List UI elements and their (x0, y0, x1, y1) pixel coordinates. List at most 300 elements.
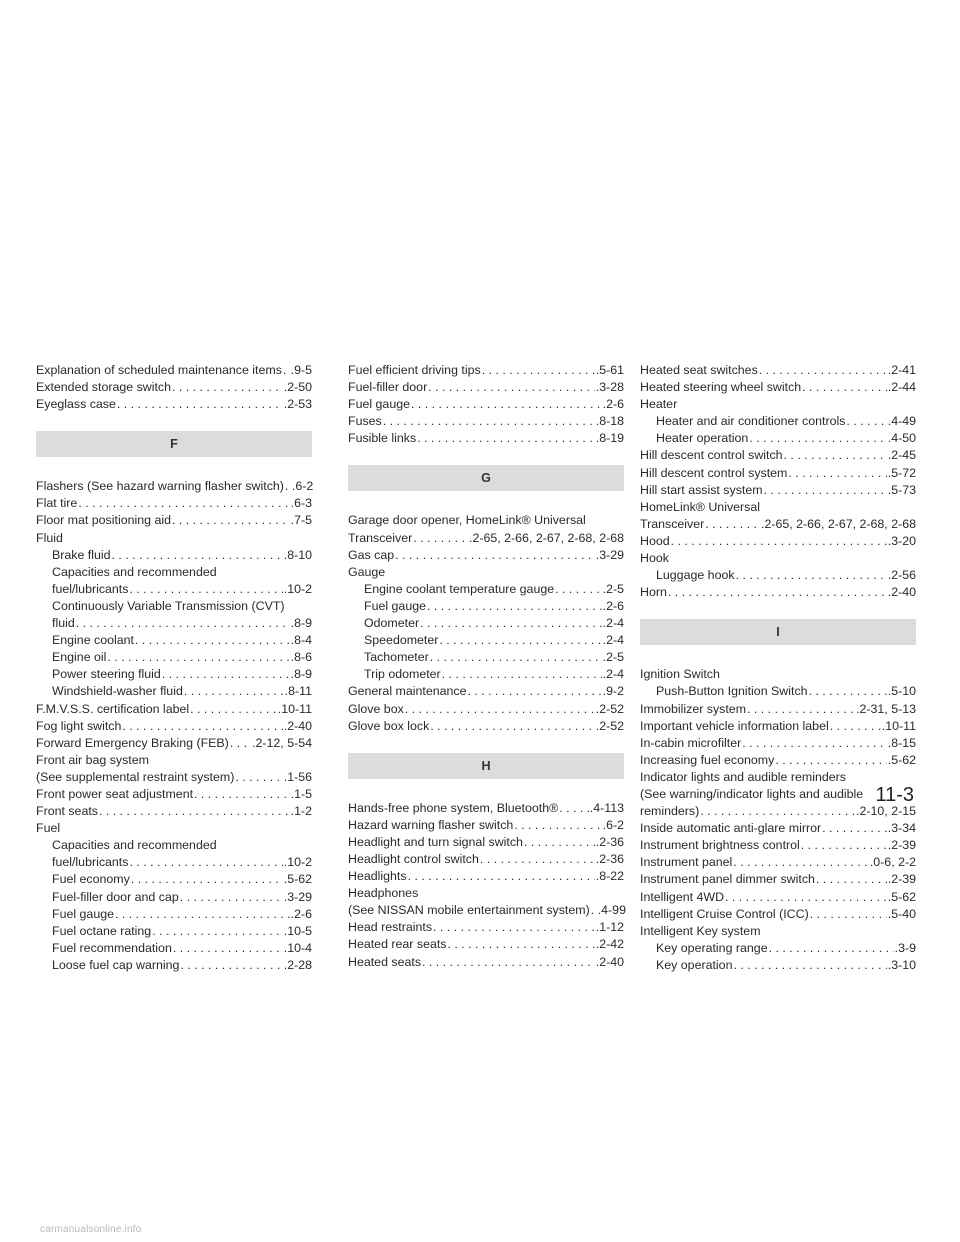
entry-text: Intelligent 4WD (640, 889, 725, 904)
index-entry (640, 837, 916, 854)
index-subentry (36, 871, 312, 888)
index-entry (640, 923, 916, 940)
page-reference: .2-65, 2-66, 2-67, 2-68, 2-68 (469, 530, 624, 545)
leader-dots (736, 567, 887, 584)
entry-text: Headlight and turn signal switch (348, 834, 523, 849)
index-subentry (640, 957, 916, 974)
leader-dots (514, 817, 601, 834)
entry-text: Speedometer (364, 633, 439, 648)
page-reference: .8-4 (290, 633, 312, 648)
page-reference: .10-2 (283, 581, 312, 596)
index-subentry (640, 430, 916, 447)
entry-text: Garage door opener, HomeLink® Universal (348, 513, 586, 528)
leader-dots (131, 871, 283, 888)
page-reference: .5-62 (887, 752, 916, 767)
entry-text: In-cabin microfilter (640, 735, 742, 750)
entry-text: Hands-free phone system, Bluetooth® (348, 800, 559, 815)
index-entry (36, 820, 312, 837)
page-reference: .10-11 (881, 718, 916, 733)
page-reference: .8-18 (595, 414, 624, 429)
index-entry (640, 906, 916, 923)
page-reference: .6-3 (290, 496, 312, 511)
entry-text: Capacities and recommended (52, 564, 217, 579)
entry-text: Indicator lights and audible reminders (640, 769, 846, 784)
index-subentry (36, 666, 312, 683)
page-reference: .2-28 (283, 957, 312, 972)
page-reference: .2-53 (283, 397, 312, 412)
entry-text: Capacities and recommended (52, 838, 217, 853)
leader-dots (749, 430, 886, 447)
leader-dots (129, 581, 282, 598)
page-reference: .5-10 (887, 684, 916, 699)
entry-text: Heated steering wheel switch (640, 380, 802, 395)
entry-text: (See NISSAN mobile entertainment system) (348, 903, 590, 918)
entry-text: Fuel efficient driving tips (348, 363, 481, 377)
leader-dots (480, 851, 595, 868)
page-reference: .5-40 (887, 906, 916, 921)
page-reference: .2-44 (887, 380, 916, 395)
index-entry (348, 902, 624, 919)
entry-text: Flat tire (36, 496, 78, 511)
entry-text: Windshield-washer fluid (52, 684, 183, 699)
page-reference: .2-41 (887, 363, 916, 377)
entry-text: Fuel octane rating (52, 923, 152, 938)
index-entry (348, 683, 624, 700)
page-reference: .3-28 (595, 380, 624, 395)
page-reference: .2-10, 2-15 (856, 804, 916, 819)
entry-text: General maintenance (348, 684, 467, 699)
entry-text: Engine coolant (52, 633, 134, 648)
entry-text: Front seats (36, 804, 98, 819)
index-entry (36, 495, 312, 512)
page-reference: .1-12 (595, 920, 624, 935)
entry-text: Horn (640, 585, 667, 600)
page-reference: .1-56 (283, 769, 312, 784)
page-reference: .2-40 (283, 718, 312, 733)
index-subentry (348, 666, 624, 683)
leader-dots (733, 957, 886, 974)
entry-text: Fuses (348, 414, 382, 429)
page-reference: .2-45 (887, 448, 916, 463)
entry-text: Push-Button Ignition Switch (656, 684, 808, 699)
index-column-2 (348, 362, 624, 971)
entry-text: Fusible links (348, 431, 417, 446)
leader-dots (802, 379, 887, 396)
leader-dots (184, 683, 284, 700)
index-subentry (348, 615, 624, 632)
page-reference: .1-5 (290, 786, 312, 801)
index-entry (640, 701, 916, 718)
index-entry (640, 465, 916, 482)
leader-dots (135, 632, 290, 649)
leader-dots (705, 516, 760, 533)
entry-text: Head restraints (348, 920, 433, 935)
page-reference: .3-29 (595, 547, 624, 562)
index-subentry (36, 957, 312, 974)
page-reference: .9-2 (602, 684, 624, 699)
entry-text: Fuel (36, 821, 61, 836)
section-letter-f: F (36, 431, 312, 457)
entry-text: Ignition Switch (640, 667, 720, 682)
leader-dots (816, 871, 887, 888)
index-entry (36, 379, 312, 396)
leader-dots (235, 769, 282, 786)
index-entry (348, 800, 624, 817)
index-entry (640, 735, 916, 752)
leader-dots (420, 615, 602, 632)
entry-text: Instrument panel (640, 855, 733, 870)
page-reference: .4-99 (597, 903, 626, 918)
leader-dots (439, 632, 601, 649)
index-subentry (36, 940, 312, 957)
page-reference: .8-10 (283, 547, 312, 562)
page-reference: .8-22 (595, 869, 624, 884)
entry-text: fuel/lubricants (52, 581, 129, 596)
page-reference: .2-36 (595, 851, 624, 866)
page-reference: .2-50 (283, 380, 312, 395)
page-reference: .2-40 (595, 954, 624, 969)
index-subentry (640, 940, 916, 957)
leader-dots (809, 683, 887, 700)
entry-text: Heater and air conditioner controls (656, 414, 846, 429)
index-entry (36, 396, 312, 413)
page-reference: .8-9 (290, 667, 312, 682)
entry-text: (See supplemental restraint system) (36, 769, 235, 784)
entry-text: Engine oil (52, 650, 107, 665)
entry-text: Intelligent Key system (640, 923, 761, 938)
index-entry (640, 666, 916, 683)
leader-dots (427, 598, 602, 615)
leader-dots (395, 547, 595, 564)
page-reference: .6-2 (602, 817, 624, 832)
leader-dots (430, 649, 602, 666)
leader-dots (173, 940, 283, 957)
entry-text: Key operation (656, 957, 733, 972)
index-subentry (36, 649, 312, 666)
index-entry (640, 550, 916, 567)
entry-text: Brake fluid (52, 547, 111, 562)
entry-text: Gauge (348, 564, 386, 579)
page-reference: .2-4 (602, 667, 624, 682)
leader-dots (591, 902, 597, 919)
leader-dots (559, 800, 589, 817)
page-reference: .3-34 (887, 821, 916, 836)
entry-text: Continuously Variable Transmission (CVT) (52, 598, 285, 613)
section-letter-g: G (348, 465, 624, 491)
entry-text: Instrument brightness control (640, 838, 800, 853)
entry-text: Eyeglass case (36, 397, 116, 412)
leader-dots (408, 868, 595, 885)
index-entry (36, 803, 312, 820)
entry-text: Transceiver (640, 516, 705, 531)
index-entry (640, 396, 916, 413)
page-reference: .2-5 (602, 581, 624, 596)
leader-dots (428, 379, 595, 396)
leader-dots (733, 854, 869, 871)
entry-text: Fuel gauge (348, 397, 411, 412)
leader-dots (162, 666, 290, 683)
index-subentry (36, 683, 312, 700)
index-entry (640, 889, 916, 906)
page-reference: .2-6 (602, 598, 624, 613)
index-column-1 (36, 362, 312, 974)
index-entry (640, 362, 916, 379)
entry-text: Heater operation (656, 431, 749, 446)
entry-text: Trip odometer (364, 667, 441, 682)
index-subentry (36, 581, 312, 598)
entry-text: Glove box lock (348, 718, 430, 733)
index-subentry (36, 854, 312, 871)
entry-text: F.M.V.S.S. certification label (36, 701, 190, 716)
leader-dots (285, 478, 291, 495)
page-reference: .8-15 (887, 735, 916, 750)
leader-dots (112, 547, 283, 564)
index-entry (36, 735, 312, 752)
index-entry (36, 478, 312, 495)
page-reference: .2-6 (602, 397, 624, 412)
index-entry (348, 413, 624, 430)
page-reference: .2-52 (595, 718, 624, 733)
entry-text: Engine coolant temperature gauge (364, 581, 555, 596)
index-entry (640, 379, 916, 396)
leader-dots (172, 379, 283, 396)
index-subentry (36, 837, 312, 854)
page-reference: .2-4 (602, 616, 624, 631)
entry-text: Floor mat positioning aid (36, 513, 171, 528)
leader-dots (99, 803, 290, 820)
entry-text: Hazard warning flasher switch (348, 817, 514, 832)
entry-text: (See warning/indicator lights and audible (640, 786, 864, 801)
page-reference: .7-5 (290, 513, 312, 528)
index-entry (348, 547, 624, 564)
page-reference: .6-2 (291, 479, 314, 494)
page-reference: .8-9 (290, 616, 312, 631)
leader-dots (76, 615, 290, 632)
entry-text: Hill descent control switch (640, 448, 783, 463)
page-reference: .8-11 (284, 684, 312, 699)
leader-dots (129, 854, 282, 871)
entry-text: Odometer (364, 616, 420, 631)
leader-dots (769, 940, 894, 957)
page-reference: .4-113 (589, 800, 624, 815)
page-reference: .5-72 (887, 465, 916, 480)
index-subentry (36, 906, 312, 923)
page-reference: .2-42 (595, 937, 624, 952)
leader-dots (846, 413, 886, 430)
page-reference: .1-2 (290, 804, 312, 819)
page-reference: .5-62 (887, 889, 916, 904)
index-subentry (36, 547, 312, 564)
entry-text: Headlights (348, 869, 407, 884)
index-entry (640, 854, 916, 871)
leader-dots (822, 820, 887, 837)
entry-text: Instrument panel dimmer switch (640, 872, 815, 887)
index-entry (36, 512, 312, 529)
index-entry (348, 885, 624, 902)
entry-text: Heated seat switches (640, 363, 758, 377)
entry-text: Glove box (348, 701, 404, 716)
leader-dots (759, 362, 887, 379)
leader-dots (422, 954, 595, 971)
entry-text: Heated rear seats (348, 937, 447, 952)
entry-text: Fuel-filler door and cap (52, 889, 179, 904)
page-reference: .2-56 (887, 568, 916, 583)
index-entry (36, 362, 312, 379)
leader-dots (152, 923, 283, 940)
leader-dots (448, 936, 595, 953)
entry-text: Headlight control switch (348, 851, 479, 866)
index-entry (348, 430, 624, 447)
index-entry (640, 752, 916, 769)
index-entry (348, 851, 624, 868)
index-entry (348, 512, 624, 529)
leader-dots (830, 718, 881, 735)
entry-text: Increasing fuel economy (640, 752, 775, 767)
page-reference: .2-39 (887, 872, 916, 887)
page-reference: .4-49 (887, 414, 916, 429)
entry-text: Power steering fluid (52, 667, 161, 682)
entry-text: HomeLink® Universal (640, 499, 760, 514)
index-subentry (36, 632, 312, 649)
page-reference: .2-39 (887, 838, 916, 853)
leader-dots (764, 482, 887, 499)
index-entry (348, 817, 624, 834)
entry-text: fuel/lubricants (52, 855, 129, 870)
entry-text: Inside automatic anti-glare mirror (640, 821, 822, 836)
leader-dots (411, 396, 602, 413)
leader-dots (668, 584, 887, 601)
leader-dots (180, 889, 283, 906)
index-entry (348, 954, 624, 971)
leader-dots (671, 533, 887, 550)
page-reference: .2-6 (290, 906, 312, 921)
index-column-3 (640, 362, 916, 974)
index-entry (640, 820, 916, 837)
leader-dots (180, 957, 282, 974)
entry-text: Front power seat adjustment (36, 786, 194, 801)
leader-dots (417, 430, 595, 447)
page-reference: .5-73 (887, 482, 916, 497)
entry-text: Front air bag system (36, 752, 149, 767)
index-entry (348, 834, 624, 851)
page-reference: .9-5 (290, 363, 312, 377)
leader-dots (194, 786, 290, 803)
page-reference: .8-19 (595, 431, 624, 446)
leader-dots (78, 495, 289, 512)
index-subentry (36, 615, 312, 632)
entry-text: Loose fuel cap warning (52, 957, 180, 972)
entry-text: Fuel recommendation (52, 940, 172, 955)
index-entry (348, 718, 624, 735)
index-entry (36, 752, 312, 769)
index-entry (348, 868, 624, 885)
leader-dots (283, 362, 290, 379)
entry-text: Transceiver (348, 530, 413, 545)
entry-text: Key operating range (656, 940, 768, 955)
entry-text: Fluid (36, 530, 63, 545)
index-subentry (348, 632, 624, 649)
entry-text: Fuel gauge (364, 598, 427, 613)
leader-dots (784, 447, 887, 464)
entry-text: Extended storage switch (36, 380, 171, 395)
page-reference: .2-5 (602, 650, 624, 665)
leader-dots (433, 919, 595, 936)
index-subentry (348, 598, 624, 615)
index-subentry (640, 683, 916, 700)
index-entry (348, 379, 624, 396)
page-reference: .4-50 (887, 431, 916, 446)
entry-text: Hook (640, 551, 669, 566)
index-entry (348, 396, 624, 413)
leader-dots (122, 718, 282, 735)
leader-dots (747, 701, 855, 718)
entry-text: Hill start assist system (640, 482, 763, 497)
page-reference: .3-10 (887, 957, 916, 972)
entry-text: Explanation of scheduled maintenance items (36, 363, 282, 377)
page-reference: .0-6, 2-2 (869, 855, 916, 870)
index-entry (36, 701, 312, 718)
page-reference: .10-4 (283, 940, 312, 955)
index-entry (640, 516, 916, 533)
leader-dots (524, 834, 595, 851)
page-reference: .2-12, 5-54 (252, 735, 312, 750)
watermark: carmanualsonline.info (40, 1224, 142, 1235)
leader-dots (482, 362, 595, 379)
leader-dots (801, 837, 887, 854)
page-reference: .10-11 (277, 701, 312, 716)
index-entry (348, 362, 624, 379)
leader-dots (413, 530, 468, 547)
entry-text: Flashers (See hazard warning flasher switch) (36, 479, 284, 494)
index-entry (36, 718, 312, 735)
entry-text: Headphones (348, 886, 419, 901)
index-entry (348, 701, 624, 718)
index-entry (36, 769, 312, 786)
index-subentry (36, 598, 312, 615)
entry-text: Heater (640, 397, 678, 412)
leader-dots (172, 512, 290, 529)
page-reference: .5-62 (283, 872, 312, 887)
page-reference: .2-65, 2-66, 2-67, 2-68, 2-68 (761, 516, 916, 531)
page-reference: .3-20 (887, 533, 916, 548)
index-entry (640, 718, 916, 735)
index-entry (348, 936, 624, 953)
entry-text: fluid (52, 616, 75, 631)
entry-text: Important vehicle information label (640, 718, 829, 733)
entry-text: Fog light switch (36, 718, 122, 733)
entry-text: Intelligent Cruise Control (ICC) (640, 906, 809, 921)
leader-dots (430, 718, 594, 735)
section-letter-h: H (348, 753, 624, 779)
page-reference: .2-40 (887, 585, 916, 600)
entry-text: Fuel gauge (52, 906, 115, 921)
page-reference: .2-52 (595, 701, 624, 716)
index-entry (348, 530, 624, 547)
index-subentry (36, 564, 312, 581)
section-letter-i: I (640, 619, 916, 645)
entry-text: Hill descent control system (640, 465, 788, 480)
leader-dots (467, 683, 601, 700)
entry-text: Fuel-filler door (348, 380, 428, 395)
leader-dots (117, 396, 283, 413)
index-entry (640, 447, 916, 464)
leader-dots (230, 735, 251, 752)
page-number: 11-3 (875, 784, 914, 806)
index-subentry (36, 889, 312, 906)
leader-dots (442, 666, 602, 683)
index-entry (348, 564, 624, 581)
page-reference: .2-36 (595, 834, 624, 849)
